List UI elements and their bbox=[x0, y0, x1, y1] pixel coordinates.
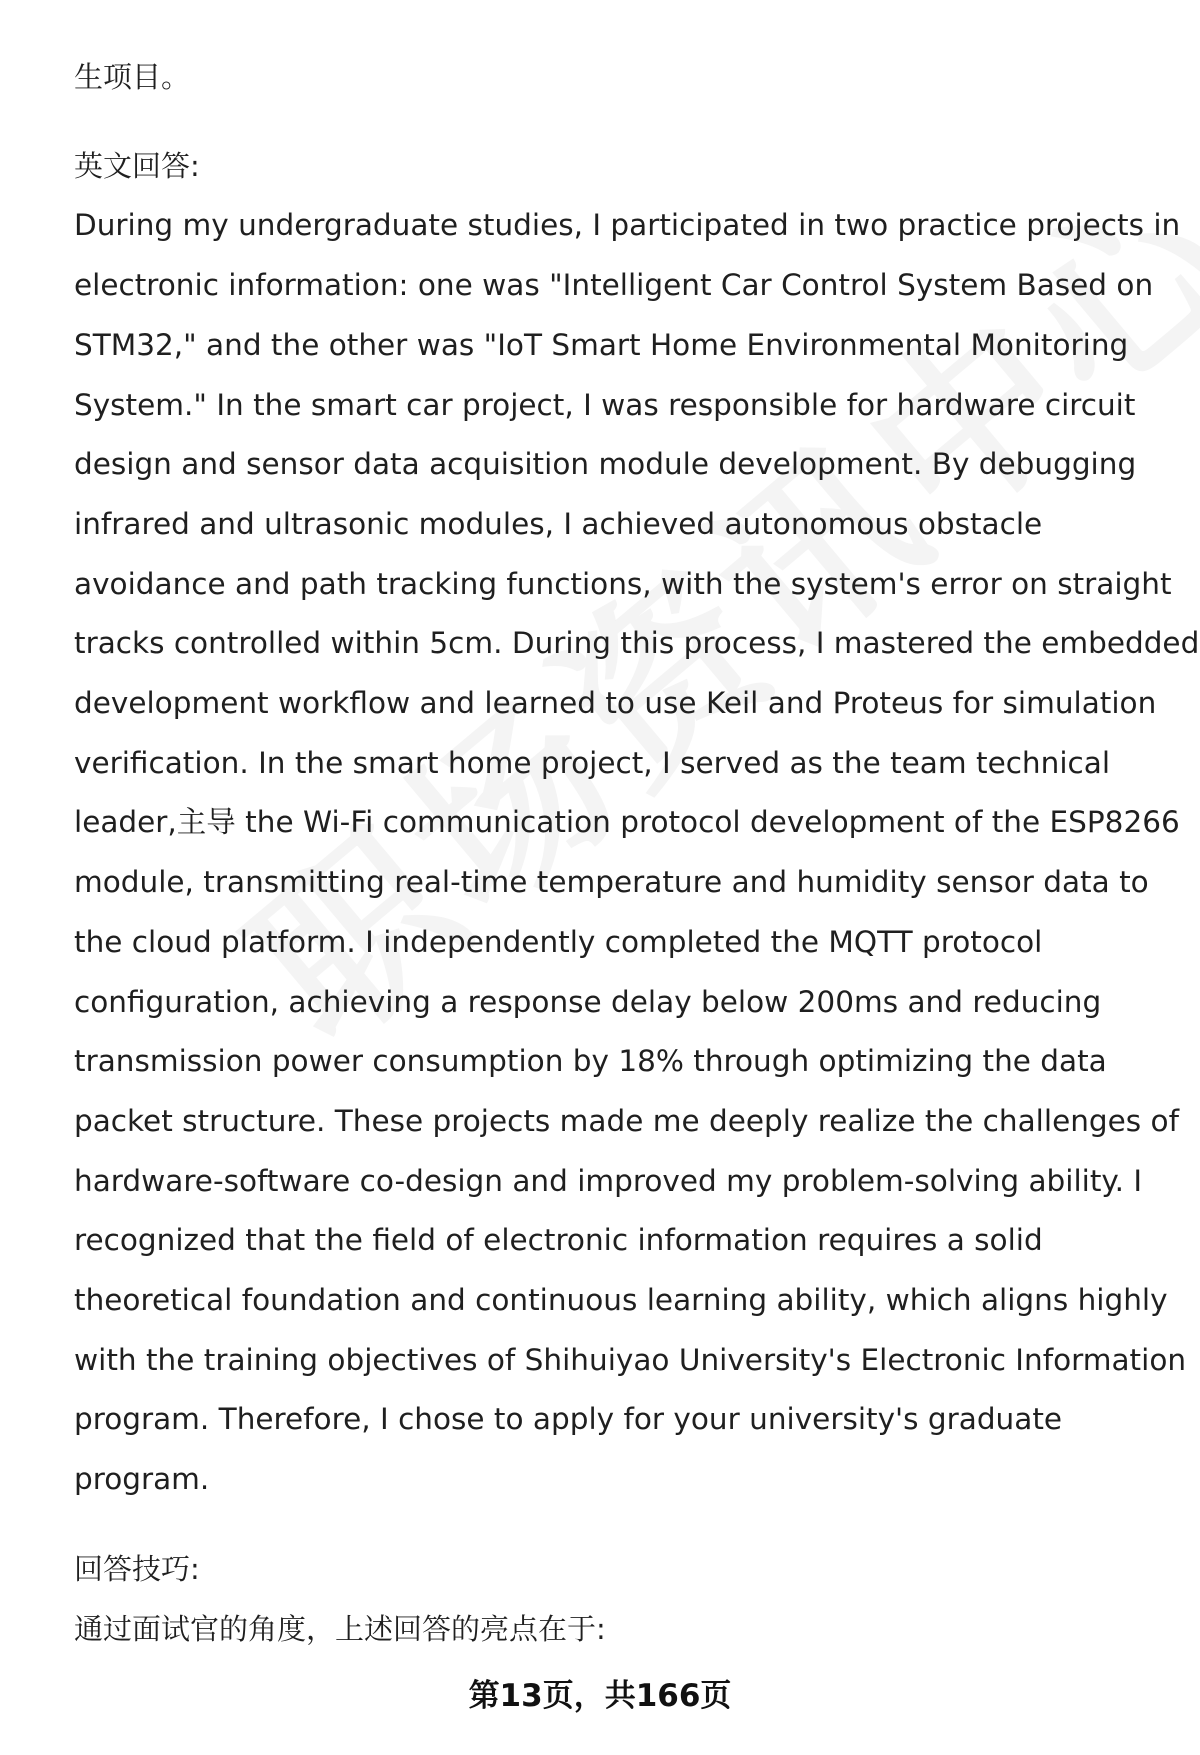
answer-line: verification. In the smart home project, I served as the team technical bbox=[74, 745, 1111, 780]
tips-intro: 通过面试官的角度，上述回答的亮点在于: bbox=[74, 1611, 606, 1646]
answer-line: packet structure. These projects made me deeply realize the challenges of bbox=[74, 1103, 1179, 1138]
answer-line: avoidance and path tracking functions, with the system's error on straight bbox=[74, 566, 1172, 601]
answer-line: electronic information: one was "Intelligent Car Control System Based on bbox=[74, 268, 1154, 303]
answer-line: configuration, achieving a response delay below 200ms and reducing bbox=[74, 984, 1102, 1019]
answer-line: design and sensor data acquisition module development. By debugging bbox=[74, 447, 1137, 482]
answer-line: infrared and ultrasonic modules, I achieved autonomous obstacle bbox=[74, 506, 1043, 541]
answer-line: program. Therefore, I chose to apply for your university's graduate bbox=[74, 1402, 1063, 1437]
english-answer-label: 英文回答: bbox=[74, 148, 200, 183]
answer-line: the cloud platform. I independently completed the MQTT protocol bbox=[74, 924, 1043, 959]
tips-label: 回答技巧: bbox=[74, 1551, 200, 1586]
answer-line: hardware-software co-design and improved my problem-solving ability. I bbox=[74, 1163, 1143, 1198]
answer-line: module, transmitting real-time temperature and humidity sensor data to bbox=[74, 865, 1149, 900]
answer-line: theoretical foundation and continuous learning ability, which aligns highly bbox=[74, 1283, 1168, 1318]
answer-line: tracks controlled within 5cm. During this process, I mastered the embedded bbox=[74, 626, 1200, 661]
document-content bbox=[74, 48, 1200, 1659]
answer-line: STM32," and the other was "IoT Smart Home Environmental Monitoring bbox=[74, 327, 1129, 362]
answer-line: leader,主导 the Wi-Fi communication protocol development of the ESP8266 bbox=[74, 805, 1180, 840]
answer-line: with the training objectives of Shihuiyao University's Electronic Information bbox=[74, 1342, 1187, 1377]
english-answer-body bbox=[74, 196, 1200, 1509]
answer-line: recognized that the field of electronic information requires a solid bbox=[74, 1223, 1043, 1258]
answer-line: transmission power consumption by 18% through optimizing the data bbox=[74, 1044, 1107, 1079]
answer-line: During my undergraduate studies, I participated in two practice projects in bbox=[74, 208, 1181, 243]
answer-line: development workflow and learned to use Keil and Proteus for simulation bbox=[74, 686, 1157, 721]
answer-line: program. bbox=[74, 1462, 210, 1497]
page-number: 第13页，共166页 bbox=[468, 1678, 732, 1714]
answer-line: System." In the smart car project, I was responsible for hardware circuit bbox=[74, 387, 1136, 422]
intro-line: 生项目。 bbox=[74, 60, 191, 94]
